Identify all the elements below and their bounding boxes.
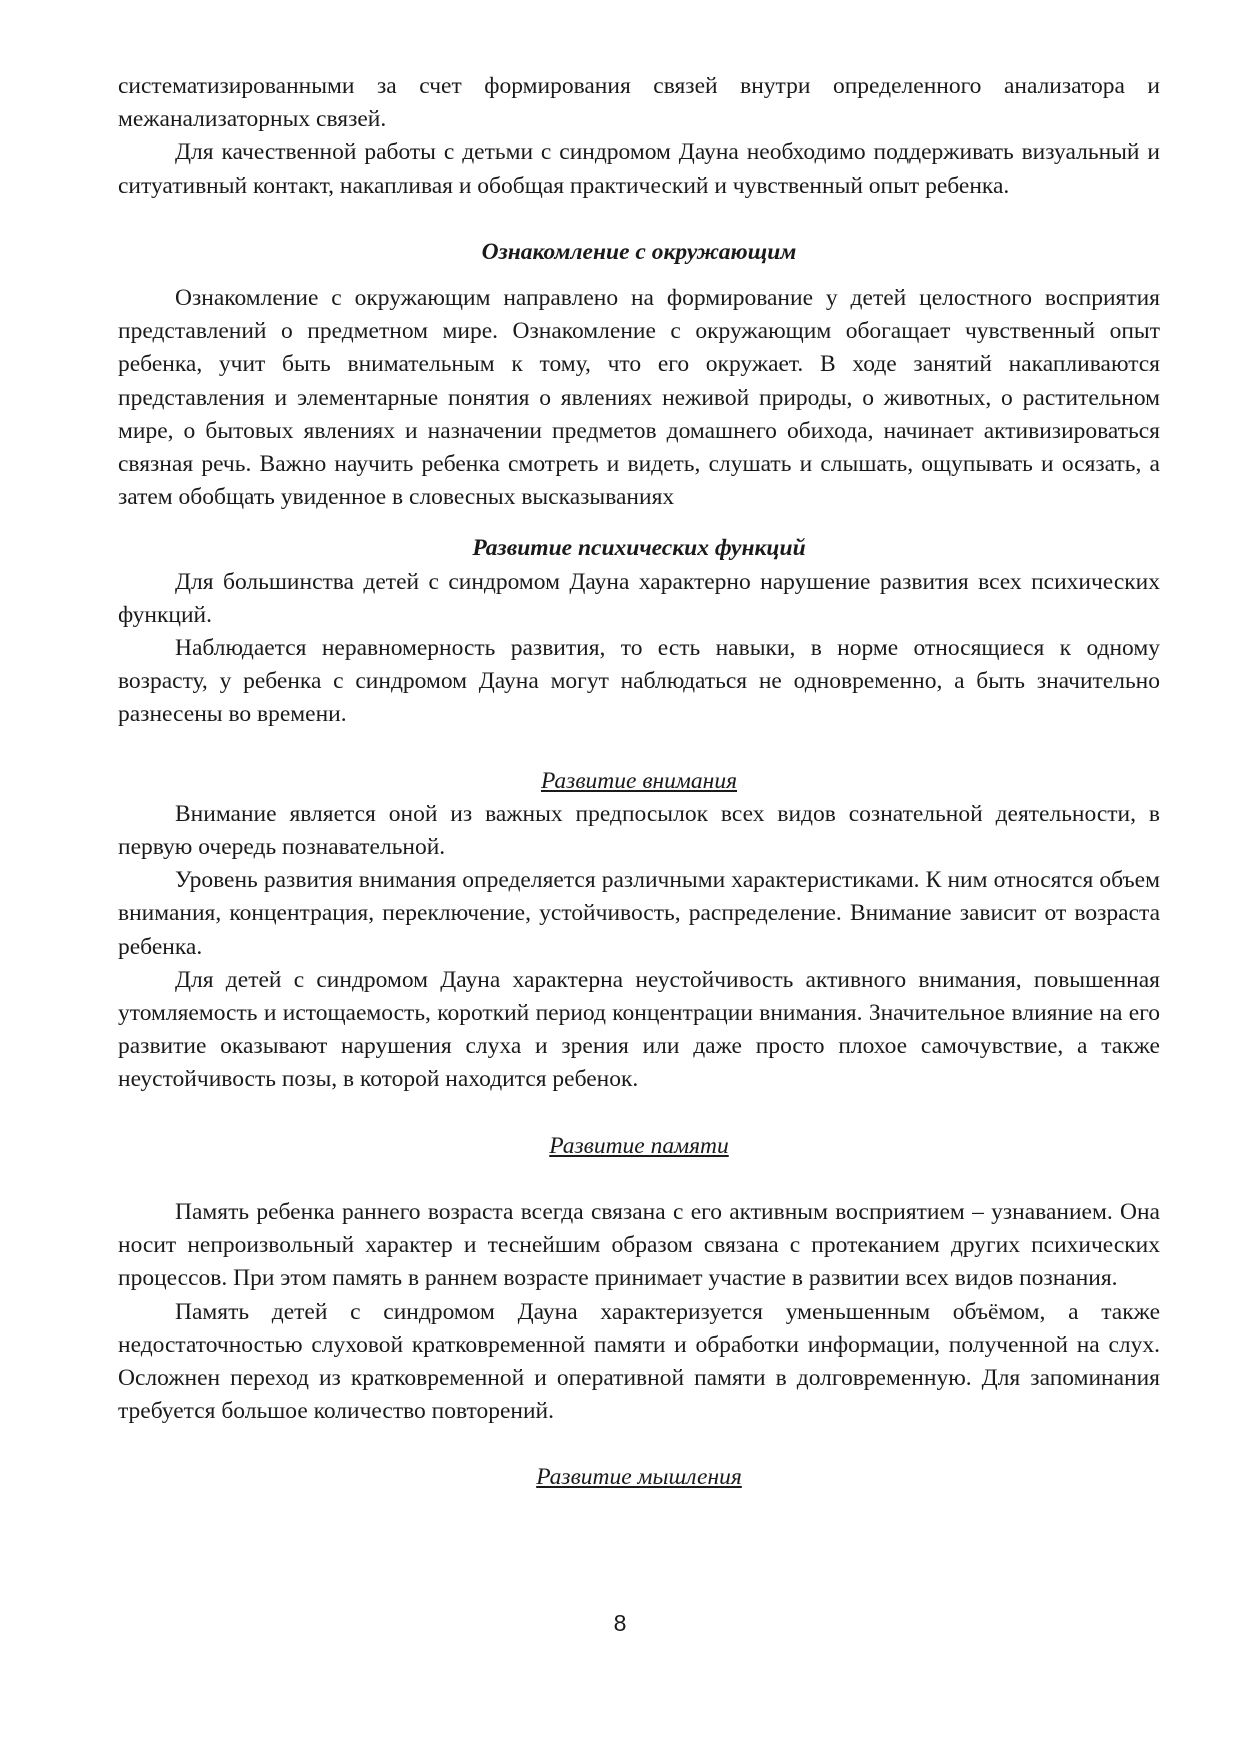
section-heading-mental-functions: Развитие психических функций [472,535,806,562]
subsection-heading-attention: Развитие внимания [540,767,738,794]
document-page [118,70,1160,1495]
mental-paragraph-2: Наблюдается неравномерность развития, то есть навыки, в норме относящиеся к одному возрасту, у ребенка с синдромом Дауна могут наблюдаться не одновременно, а быть значительно разнесены во времени. [118,635,1160,728]
subsection-heading-thinking: Развитие мышления [536,1464,742,1491]
intro-paragraph-2: Для качественной работы с детьми с синдромом Дауна необходимо поддерживать визуальный и ситуативный контакт, накапливая и обобщая практический и чувственный опыт ребенка. [118,139,1160,199]
attention-paragraph-3: Для детей с синдромом Дауна характерна неустойчивость активного внимания, повышенная утомляемость и истощаемость, короткий период концентрации внимания. Значительное влияние на его развитие оказывают нарушения слуха и зрения или даже просто плохое самочувствие, а также неустойчивость позы, в которой находится ребенок. [118,966,1160,1093]
intro-paragraph-1: систематизированными за счет формирования связей внутри определенного анализатора и межанализаторных связей. [118,73,1160,133]
memory-paragraph-1: Память ребенка раннего возраста всегда связана с его активным восприятием – узнаванием. Она носит непроизвольный характер и теснейшим образом связана с протеканием других психических процессов. При этом память в раннем возрасте принимает участие в развитии всех видов познания. [118,1198,1160,1292]
subsection-heading-memory: Развитие памяти [549,1132,729,1159]
page-number: 8 [613,1610,627,1636]
attention-paragraph-1: Внимание является оной из важных предпосылок всех видов сознательной деятельности, в первую очередь познавательной. [118,800,1160,861]
environment-paragraph: Ознакомление с окружающим направлено на формирование у детей целостного восприятия представлений о предметном мире. Ознакомление с окружающим обогащает чувственный опыт ребенка, учит быть внимательным к тому, что его окружает. В ходе занятий накапливаются представления и элементарные понятия о явлениях неживой природы, о животных, о растительном мире, о бытовых явлениях и назначении предметов домашнего обихода, начинает активизироваться связная речь. Важно научить ребенка смотреть и видеть, слушать и слышать, ощупывать и осязать, а затем обобщать увиденное в словесных высказываниях [118,285,1160,511]
mental-paragraph-1: Для большинства детей с синдромом Дауна характерно нарушение развития всех психических функций. [118,568,1160,628]
attention-paragraph-2: Уровень развития внимания определяется различными характеристиками. К ним относятся объем внимания, концентрация, переключение, устойчивость, распределение. Внимание зависит от возраста ребенка. [118,867,1160,960]
memory-paragraph-2: Память детей с синдромом Дауна характеризуется уменьшенным объёмом, а также недостаточностью слуховой кратковременной памяти и обработки информации, полученной на слух. Осложнен переход из кратковременной и оперативной памяти в долговременную. Для запоминания требуется большое количество повторений. [118,1298,1160,1425]
section-heading-environment: Ознакомление с окружающим [481,238,797,265]
